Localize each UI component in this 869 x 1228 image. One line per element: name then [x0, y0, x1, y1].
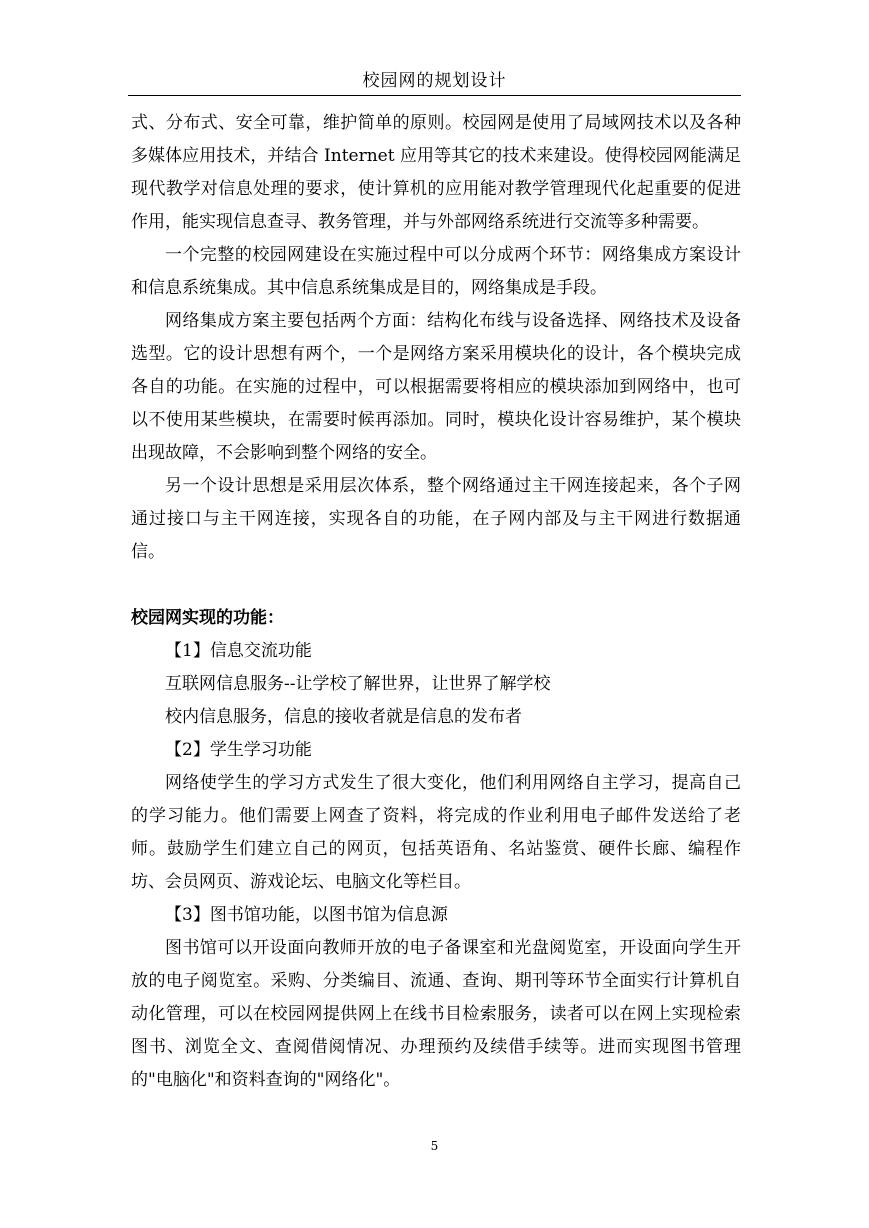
paragraph-continuation: 式、分布式、安全可靠，维护简单的原则。校园网是使用了局域网技术以及各种多媒体应用技术，并结合 Internet 应用等其它的技术来建设。使得校园网能满足现代教学对信息处理的要求，使计算机的应用能对教学管理现代化起重要的促进作用，能实现信息查寻、教务管理，并与外部网络系统进行交流等多种需要。 — [131, 113, 741, 232]
paragraph-hierarchy-design: 另一个设计思想是采用层次体系，整个网络通过主干网连接起来，各个子网通过接口与主干网连接，实现各自的功能，在子网内部及与主干网进行数据通信。 — [131, 476, 741, 562]
function-1-line-campus: 校内信息服务，信息的接收者就是信息的发布者 — [165, 707, 522, 727]
section-title-functions: 校园网实现的功能： — [131, 608, 284, 628]
page-number: 5 — [430, 1139, 439, 1153]
header-divider — [128, 95, 741, 96]
function-2-paragraph: 网络使学生的学习方式发生了很大变化，他们利用网络自主学习，提高自己的学习能力。他们需要上网查了资料，将完成的作业利用电子邮件发送给了老师。鼓励学生们建立自己的网页，包括英语角、名站鉴赏、硬件长廊、编程作坊、会员网页、游戏论坛、电脑文化等栏目。 — [131, 773, 741, 892]
page-header-title: 校园网的规划设计 — [362, 71, 507, 91]
document-body — [131, 107, 741, 1097]
paragraph-construction-stages: 一个完整的校园网建设在实施过程中可以分成两个环节：网络集成方案设计和信息系统集成。其中信息系统集成是目的，网络集成是手段。 — [131, 245, 741, 298]
function-heading-3: 【3】图书馆功能，以图书馆为信息源 — [165, 905, 448, 925]
paragraph-integration-plan: 网络集成方案主要包括两个方面：结构化布线与设备选择、网络技术及设备选型。它的设计思想有两个，一个是网络方案采用模块化的设计，各个模块完成各自的功能。在实施的过程中，可以根据需要将相应的模块添加到网络中，也可以不使用某些模块，在需要时候再添加。同时，模块化设计容易维护，某个模块出现故障，不会影响到整个网络的安全。 — [131, 311, 741, 463]
function-3-paragraph: 图书馆可以开设面向教师开放的电子备课室和光盘阅览室，开设面向学生开放的电子阅览室。采购、分类编目、流通、查询、期刊等环节全面实行计算机自动化管理，可以在校园网提供网上在线书目检索服务，读者可以在网上实现检索图书、浏览全文、查阅借阅情况、办理预约及续借手续等。进而实现图书管理的"电脑化"和资料查询的"网络化"。 — [131, 938, 741, 1090]
function-heading-1: 【1】信息交流功能 — [165, 641, 312, 661]
function-1-line-internet: 互联网信息服务--让学校了解世界，让世界了解学校 — [165, 674, 551, 694]
function-heading-2: 【2】学生学习功能 — [165, 740, 312, 760]
